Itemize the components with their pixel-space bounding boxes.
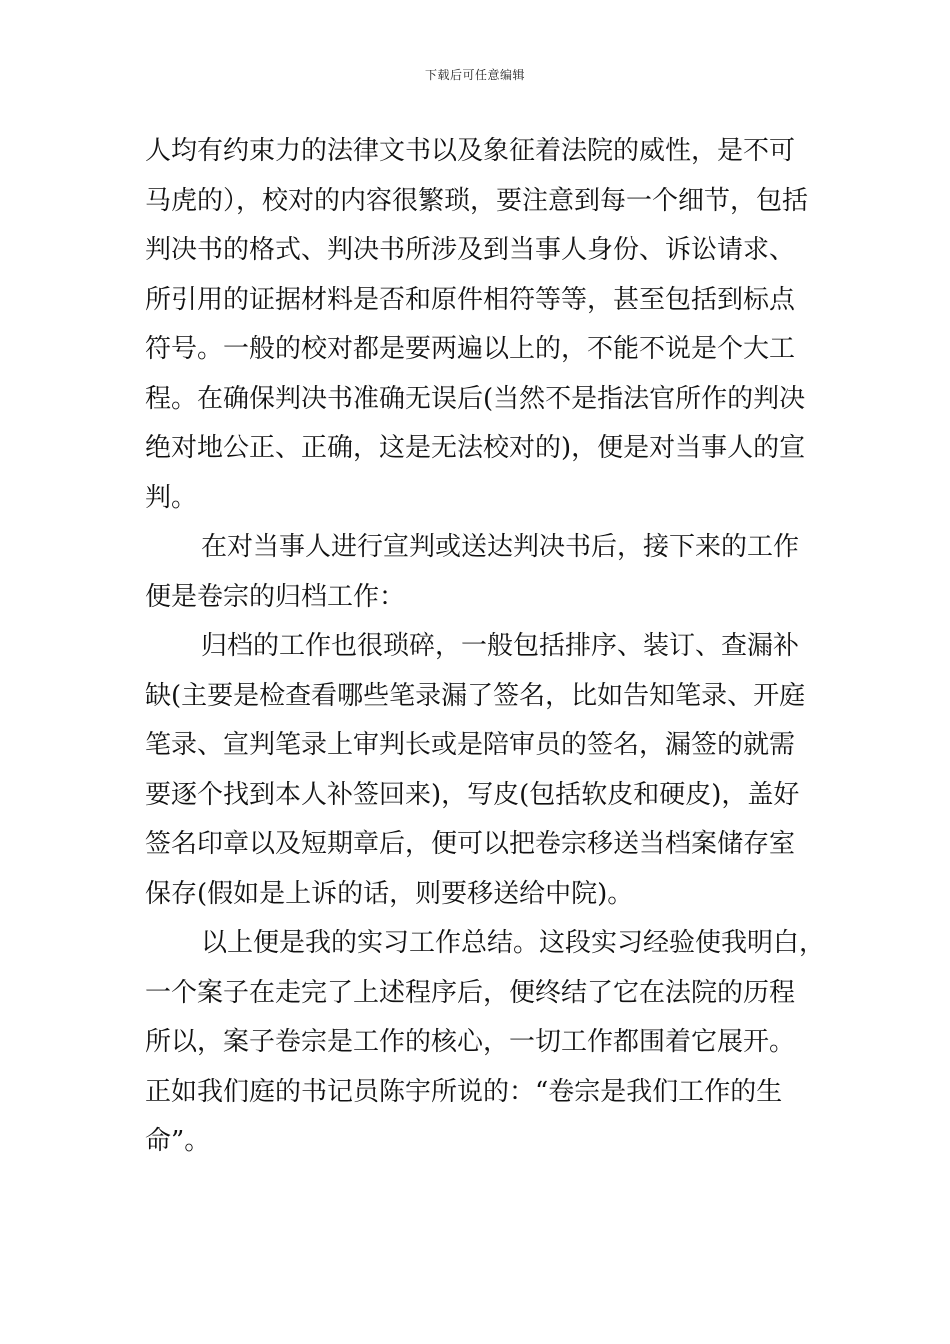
text-line: 要逐个找到本人补签回来)，写皮(包括软皮和硬皮)，盖好 — [145, 779, 800, 810]
paragraph — [145, 919, 826, 1167]
text-line: 程。在确保判决书准确无误后(当然不是指法官所作的判决 — [145, 383, 806, 414]
text-line: 归档的工作也很琐碎，一般包括排序、装订、查漏补 — [201, 631, 800, 661]
text-line: 正如我们庭的书记员陈宇所说的：“卷宗是我们工作的生 — [145, 1076, 783, 1107]
text-line: 所以，案子卷宗是工作的核心，一切工作都围着它展开。 — [145, 1027, 796, 1057]
header-note: 下载后可任意编辑 — [424, 68, 525, 82]
text-line: 便是卷宗的归档工作： — [145, 581, 406, 612]
text-line: 缺(主要是检查看哪些笔录漏了签名，比如告知笔录、开庭 — [145, 680, 806, 711]
text-line: 马虎的），校对的内容很繁琐，要注意到每一个细节，包括 — [145, 185, 809, 216]
text-line: 保存(假如是上诉的话，则要移送给中院)。 — [145, 878, 634, 909]
paragraph — [145, 127, 815, 523]
text-line: 签名印章以及短期章后，便可以把卷宗移送当档案储存室 — [145, 829, 796, 859]
text-line: 判决书的格式、判决书所涉及到当事人身份、诉讼请求、 — [145, 235, 796, 265]
text-line: 绝对地公正、正确，这是无法校对的)，便是对当事人的宣 — [145, 433, 806, 463]
paragraph — [145, 523, 815, 622]
text-line: 所引用的证据材料是否和原件相符等等，甚至包括到标点 — [145, 284, 796, 315]
document-body — [145, 127, 826, 1167]
text-line: 一个案子在走完了上述程序后，便终结了它在法院的历程 — [145, 977, 796, 1008]
text-line: 在对当事人进行宣判或送达判决书后，接下来的工作 — [201, 532, 800, 562]
paragraph — [145, 622, 815, 919]
text-line: 笔录、宣判笔录上审判长或是陪审员的签名，漏签的就需 — [145, 730, 796, 760]
text-line: 人均有约束力的法律文书以及象征着法院的威性，是不可 — [145, 136, 796, 166]
text-line: 符号。一般的校对都是要两遍以上的，不能不说是个大工 — [145, 334, 796, 364]
text-line: 以上便是我的实习工作总结。这段实习经验使我明白， — [201, 928, 826, 958]
text-line: 命”。 — [145, 1126, 211, 1156]
text-line: 判。 — [145, 482, 198, 513]
